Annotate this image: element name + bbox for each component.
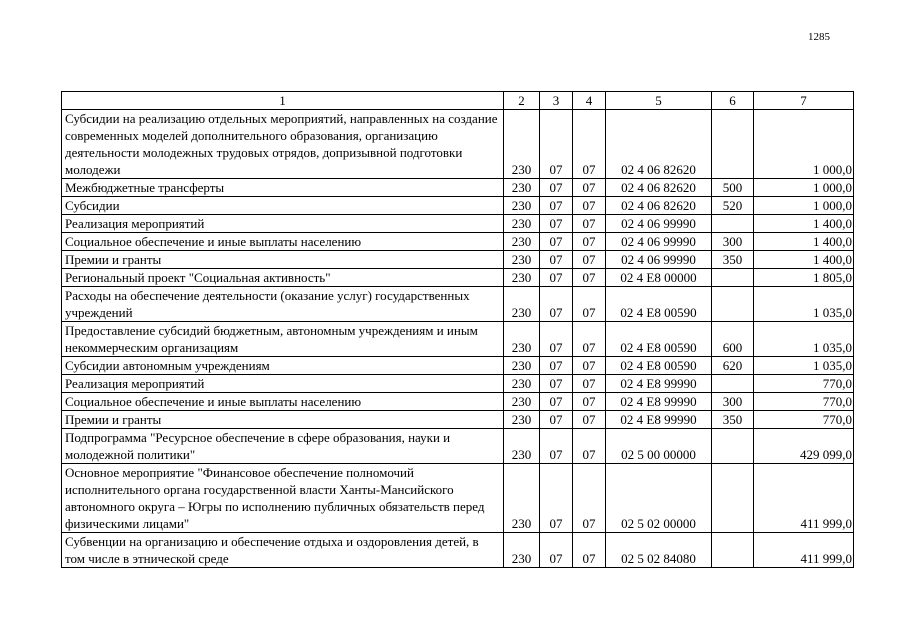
- table-row: [62, 269, 854, 287]
- row-admin-code: 230: [504, 393, 540, 411]
- row-name: Социальное обеспечение и иные выплаты населению: [62, 393, 504, 411]
- row-amount: 1 400,0: [754, 251, 854, 269]
- row-section: 07: [540, 429, 573, 464]
- header-col-6: 6: [712, 92, 754, 110]
- table-row: [62, 110, 854, 179]
- row-name: Региональный проект "Социальная активность": [62, 269, 504, 287]
- row-name: Премии и гранты: [62, 411, 504, 429]
- row-expense-type: [712, 110, 754, 179]
- row-subsection: 07: [573, 322, 606, 357]
- row-amount: 1 400,0: [754, 215, 854, 233]
- row-admin-code: 230: [504, 233, 540, 251]
- row-expense-type: 500: [712, 179, 754, 197]
- row-subsection: 07: [573, 287, 606, 322]
- row-target-article: 02 4 E8 99990: [606, 393, 712, 411]
- row-subsection: 07: [573, 233, 606, 251]
- row-name: Субсидии: [62, 197, 504, 215]
- row-subsection: 07: [573, 533, 606, 568]
- row-section: 07: [540, 251, 573, 269]
- row-target-article: 02 4 E8 99990: [606, 375, 712, 393]
- row-section: 07: [540, 322, 573, 357]
- header-col-5: 5: [606, 92, 712, 110]
- row-admin-code: 230: [504, 411, 540, 429]
- header-col-2: 2: [504, 92, 540, 110]
- row-name: Подпрограмма "Ресурсное обеспечение в сфере образования, науки и молодежной политики": [62, 429, 504, 464]
- row-subsection: 07: [573, 411, 606, 429]
- row-subsection: 07: [573, 110, 606, 179]
- row-section: 07: [540, 411, 573, 429]
- row-admin-code: 230: [504, 215, 540, 233]
- row-section: 07: [540, 215, 573, 233]
- row-expense-type: 600: [712, 322, 754, 357]
- row-expense-type: [712, 269, 754, 287]
- row-section: 07: [540, 233, 573, 251]
- row-section: 07: [540, 533, 573, 568]
- row-target-article: 02 4 06 99990: [606, 251, 712, 269]
- row-target-article: 02 4 E8 00590: [606, 357, 712, 375]
- row-name: Реализация мероприятий: [62, 375, 504, 393]
- row-target-article: 02 5 02 84080: [606, 533, 712, 568]
- row-target-article: 02 4 E8 00590: [606, 287, 712, 322]
- row-amount: 770,0: [754, 411, 854, 429]
- table-row: [62, 375, 854, 393]
- row-amount: 411 999,0: [754, 533, 854, 568]
- table-row: [62, 357, 854, 375]
- row-subsection: 07: [573, 269, 606, 287]
- row-amount: 411 999,0: [754, 464, 854, 533]
- row-name: Основное мероприятие "Финансовое обеспечение полномочий исполнительного органа государственной власти Ханты-Мансийского автономного округа – Югры по исполнению публичных обязательств перед физическими лицами": [62, 464, 504, 533]
- budget-table: [61, 91, 854, 568]
- table-row: [62, 533, 854, 568]
- row-amount: 1 035,0: [754, 287, 854, 322]
- row-target-article: 02 5 00 00000: [606, 429, 712, 464]
- table-row: [62, 429, 854, 464]
- row-section: 07: [540, 357, 573, 375]
- row-section: 07: [540, 197, 573, 215]
- row-target-article: 02 4 06 82620: [606, 197, 712, 215]
- row-name: Субвенции на организацию и обеспечение отдыха и оздоровления детей, в том числе в этнической среде: [62, 533, 504, 568]
- row-target-article: 02 5 02 00000: [606, 464, 712, 533]
- row-admin-code: 230: [504, 110, 540, 179]
- row-admin-code: 230: [504, 533, 540, 568]
- row-amount: 1 035,0: [754, 357, 854, 375]
- row-section: 07: [540, 464, 573, 533]
- row-name: Предоставление субсидий бюджетным, автономным учреждениям и иным некоммерческим организациям: [62, 322, 504, 357]
- row-expense-type: 300: [712, 233, 754, 251]
- table-body: [62, 110, 854, 568]
- row-name: Социальное обеспечение и иные выплаты населению: [62, 233, 504, 251]
- table-row: [62, 179, 854, 197]
- row-amount: 1 805,0: [754, 269, 854, 287]
- row-subsection: 07: [573, 179, 606, 197]
- header-col-1: 1: [62, 92, 504, 110]
- row-amount: 1 035,0: [754, 322, 854, 357]
- row-name: Расходы на обеспечение деятельности (оказание услуг) государственных учреждений: [62, 287, 504, 322]
- row-amount: 1 000,0: [754, 110, 854, 179]
- row-expense-type: 350: [712, 411, 754, 429]
- row-subsection: 07: [573, 393, 606, 411]
- table-row: [62, 393, 854, 411]
- row-target-article: 02 4 E8 99990: [606, 411, 712, 429]
- row-expense-type: 300: [712, 393, 754, 411]
- row-admin-code: 230: [504, 269, 540, 287]
- header-col-3: 3: [540, 92, 573, 110]
- header-row: [62, 92, 854, 110]
- row-expense-type: [712, 533, 754, 568]
- row-amount: 429 099,0: [754, 429, 854, 464]
- row-name: Реализация мероприятий: [62, 215, 504, 233]
- row-admin-code: 230: [504, 375, 540, 393]
- table-row: [62, 251, 854, 269]
- header-col-4: 4: [573, 92, 606, 110]
- row-section: 07: [540, 110, 573, 179]
- table-row: [62, 322, 854, 357]
- row-section: 07: [540, 393, 573, 411]
- row-subsection: 07: [573, 429, 606, 464]
- table-row: [62, 464, 854, 533]
- table-row: [62, 287, 854, 322]
- row-section: 07: [540, 269, 573, 287]
- row-target-article: 02 4 E8 00590: [606, 322, 712, 357]
- row-admin-code: 230: [504, 251, 540, 269]
- row-subsection: 07: [573, 464, 606, 533]
- row-name: Премии и гранты: [62, 251, 504, 269]
- row-subsection: 07: [573, 375, 606, 393]
- row-name: Субсидии на реализацию отдельных мероприятий, направленных на создание современных моделей дополнительного образования, организацию деятельности молодежных трудовых отрядов, допризывной подготовки молодежи: [62, 110, 504, 179]
- page-number: 1285: [808, 31, 830, 43]
- row-admin-code: 230: [504, 429, 540, 464]
- row-section: 07: [540, 287, 573, 322]
- row-admin-code: 230: [504, 357, 540, 375]
- row-section: 07: [540, 375, 573, 393]
- table-row: [62, 233, 854, 251]
- row-expense-type: 350: [712, 251, 754, 269]
- row-expense-type: [712, 215, 754, 233]
- row-expense-type: 620: [712, 357, 754, 375]
- row-amount: 770,0: [754, 393, 854, 411]
- row-target-article: 02 4 E8 00000: [606, 269, 712, 287]
- row-subsection: 07: [573, 215, 606, 233]
- table-header: [62, 92, 854, 110]
- row-expense-type: [712, 287, 754, 322]
- row-target-article: 02 4 06 82620: [606, 110, 712, 179]
- row-admin-code: 230: [504, 287, 540, 322]
- row-expense-type: [712, 429, 754, 464]
- row-admin-code: 230: [504, 179, 540, 197]
- row-subsection: 07: [573, 197, 606, 215]
- row-amount: 1 000,0: [754, 197, 854, 215]
- row-admin-code: 230: [504, 322, 540, 357]
- row-amount: 1 400,0: [754, 233, 854, 251]
- table-row: [62, 215, 854, 233]
- row-section: 07: [540, 179, 573, 197]
- row-target-article: 02 4 06 99990: [606, 215, 712, 233]
- row-target-article: 02 4 06 82620: [606, 179, 712, 197]
- row-target-article: 02 4 06 99990: [606, 233, 712, 251]
- row-amount: 1 000,0: [754, 179, 854, 197]
- table-row: [62, 411, 854, 429]
- row-expense-type: [712, 464, 754, 533]
- row-name: Межбюджетные трансферты: [62, 179, 504, 197]
- row-name: Субсидии автономным учреждениям: [62, 357, 504, 375]
- row-subsection: 07: [573, 357, 606, 375]
- header-col-7: 7: [754, 92, 854, 110]
- row-admin-code: 230: [504, 464, 540, 533]
- row-admin-code: 230: [504, 197, 540, 215]
- table-row: [62, 197, 854, 215]
- row-expense-type: 520: [712, 197, 754, 215]
- row-amount: 770,0: [754, 375, 854, 393]
- row-expense-type: [712, 375, 754, 393]
- row-subsection: 07: [573, 251, 606, 269]
